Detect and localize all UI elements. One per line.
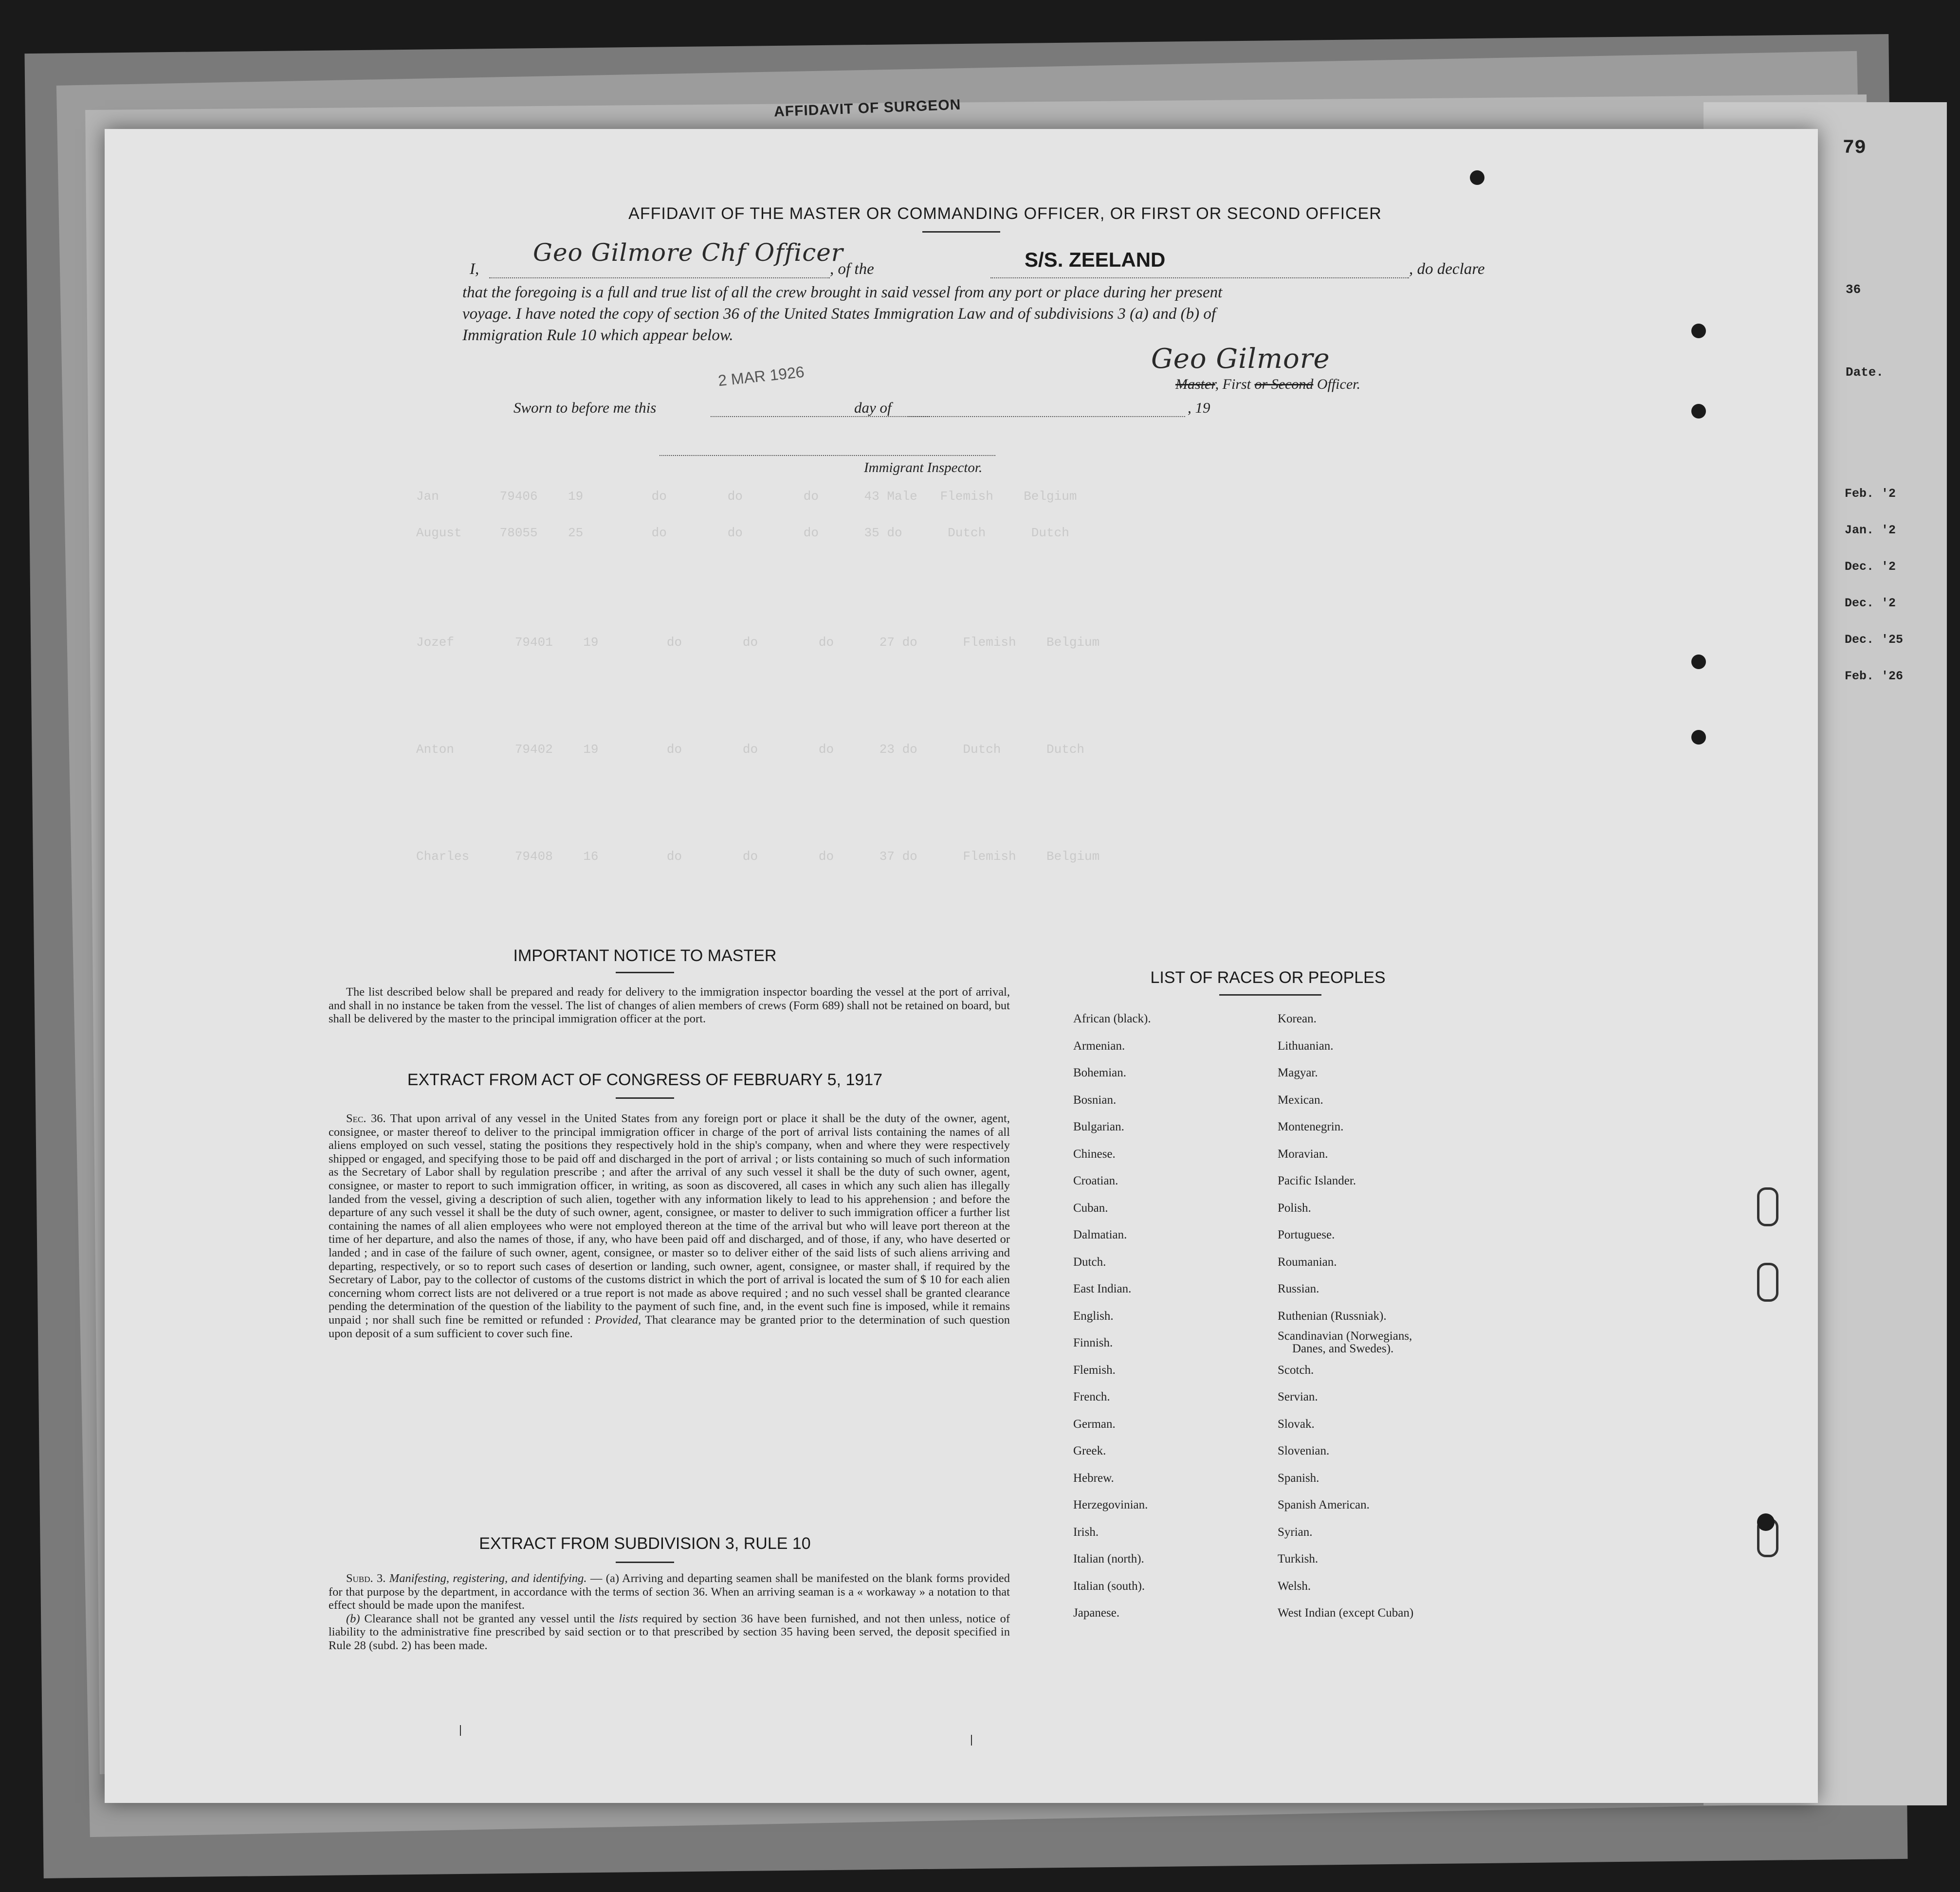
race-item: Japanese. xyxy=(1073,1606,1120,1619)
show-through-text: August 78055 25 do do do 35 do Dutch Dutch xyxy=(416,526,1069,540)
race-item: Italian (south). xyxy=(1073,1579,1145,1593)
race-item: Pacific Islander. xyxy=(1278,1174,1356,1187)
race-item: Magyar. xyxy=(1278,1066,1318,1079)
notice-underline xyxy=(616,972,674,973)
affidavit-sheet xyxy=(105,129,1818,1803)
page-no: 36 xyxy=(1846,282,1861,297)
race-item: Turkish. xyxy=(1278,1552,1319,1565)
declaration-line: Immigration Rule 10 which appear below. xyxy=(462,327,733,344)
rule-heading: EXTRACT FROM SUBDIVISION 3, RULE 10 xyxy=(479,1534,811,1553)
race-item: East Indian. xyxy=(1073,1282,1132,1295)
race-item: Irish. xyxy=(1073,1525,1099,1539)
day-of-label: day of xyxy=(854,399,892,416)
race-item: Syrian. xyxy=(1278,1525,1313,1539)
race-item: Herzegovinian. xyxy=(1073,1498,1148,1511)
margin-mark xyxy=(971,1735,972,1746)
race-item: English. xyxy=(1073,1309,1114,1323)
race-item: Spanish American. xyxy=(1278,1498,1370,1511)
race-item: African (black). xyxy=(1073,1012,1151,1025)
race-item: Chinese. xyxy=(1073,1147,1116,1161)
race-item: Finnish. xyxy=(1073,1336,1113,1349)
race-item: Mexican. xyxy=(1278,1093,1323,1107)
punch-hole xyxy=(1691,730,1706,745)
race-item: French. xyxy=(1073,1390,1110,1403)
race-item: Roumanian. xyxy=(1278,1255,1337,1269)
race-item: Dalmatian. xyxy=(1073,1228,1127,1241)
binder-clip xyxy=(1757,1187,1778,1226)
ship-name: S/S. ZEELAND xyxy=(1025,248,1166,271)
race-item: Portuguese. xyxy=(1278,1228,1335,1241)
race-item: Bohemian. xyxy=(1073,1066,1127,1079)
surgeon-affidavit-title: AFFIDAVIT OF SURGEON xyxy=(773,96,961,120)
race-item: Slovenian. xyxy=(1278,1444,1330,1457)
races-heading: LIST OF RACES OR PEOPLES xyxy=(1150,968,1386,987)
races-underline xyxy=(1219,994,1321,996)
race-item: Bosnian. xyxy=(1073,1093,1117,1107)
race-item: Slovak. xyxy=(1278,1417,1315,1431)
date-stamp: 2 MAR 1926 xyxy=(717,363,806,390)
punch-hole xyxy=(1757,1513,1775,1531)
race-item: Scandinavian (Norwegians, xyxy=(1278,1329,1412,1343)
race-item: German. xyxy=(1073,1417,1116,1431)
punch-hole xyxy=(1691,655,1706,669)
race-item: Hebrew. xyxy=(1073,1471,1114,1485)
race-item: Italian (north). xyxy=(1073,1552,1144,1565)
date-label: Date. xyxy=(1846,365,1884,380)
rule-text: Subd. 3. Manifesting, registering, and identifying. — (a) Arriving and departing seamen shall be manifested on the blank forms provided for that purpose by the department, in accordance with the terms of section 36. When an arriving seaman is a « workaway » a notation to that effect should be made upon the manifest. (b) Clearance shall not be granted any vessel until the lists required by section 36 have been furnished, and not then unless, notice of liability to the administrative fine prescribed by said section or to that prescribed by section 35 having been served, the deposit specified in Rule 28 (subd. 2) has been made. xyxy=(329,1572,1010,1652)
declarant-label: I, xyxy=(470,260,479,278)
race-item: Moravian. xyxy=(1278,1147,1328,1161)
race-item: Servian. xyxy=(1278,1390,1318,1403)
race-item: Montenegrin. xyxy=(1278,1120,1344,1133)
affidavit-title: AFFIDAVIT OF THE MASTER OR COMMANDING OFFICER, OR FIRST OR SECOND OFFICER xyxy=(628,204,1382,223)
page-corner-number: 79 xyxy=(1843,137,1867,159)
act-text: Sec. 36. That upon arrival of any vessel in the United States from any foreign port or place it shall be the duty of the owner, agent, consignee, or master thereof to deliver to the principal immigration officer in charge of the port of arrival lists containing the names of all aliens employed on such vessel, stating the positions they respectively hold in the ship's company, when and where they were respectively shipped or engaged, and specifying those to be paid off and discharged in the port of arrival ; or lists containing so much of such information as the Secretary of Labor shall by regulation prescribe ; and after the arrival of any such vessel it shall be the duty of such owner, agent, consignee, or master to report to such immigration officer, in writing, as soon as discovered, all cases in which any such alien has illegally landed from the vessel, giving a description of such alien, together with any information likely to lead to his apprehension ; and before the departure of any such vessel it shall be the duty of such owner, agent, consignee, or master to deliver to such immigration officer a further list containing the names of all alien employees who were not employed thereon at the time of the arrival but who will leave port thereon at the time of her departure, and also the names of those, if any, who have been paid off and discharged, and of those, if any, who have deserted or landed ; and in case of the failure of such owner, agent, consignee, or master so to deliver either of the said lists of such aliens arriving and departing, respectively, or so to report such cases of desertion or landing, such owner, agent, consignee, or master shall, if required by the Secretary of Labor, pay to the collector of customs of the customs district in which the port of arrival is located the sum of $ 10 for each alien concerning whom correct lists are not delivered or a true report is not made as above required ; and no such vessel shall be granted clearance pending the determination of the question of the liability to the payment of such fine, and, in the event such fine is imposed, while it remains unpaid ; nor shall such fine be remitted or refunded : Provided, That clearance may be granted prior to the determination of such question upon deposit of a sum sufficient to cover such fine. xyxy=(329,1112,1010,1340)
date-entry: Feb. '26 xyxy=(1845,669,1904,683)
date-entry: Feb. '2 xyxy=(1845,487,1896,501)
officer-name-line xyxy=(489,277,830,278)
ship-name-line xyxy=(990,277,1409,278)
month-line xyxy=(908,416,1185,417)
show-through-text: Anton 79402 19 do do do 23 do Dutch Dutch xyxy=(416,742,1085,757)
race-item: Dutch. xyxy=(1073,1255,1106,1269)
race-item: West Indian (except Cuban) xyxy=(1278,1606,1414,1619)
date-entry: Dec. '2 xyxy=(1845,560,1896,574)
race-item: Armenian. xyxy=(1073,1039,1125,1053)
show-through-text: Jozef 79401 19 do do do 27 do Flemish Belgium xyxy=(416,635,1100,650)
show-through-text: Jan 79406 19 do do do 43 Male Flemish Belgium xyxy=(416,489,1077,504)
year-label: , 19 xyxy=(1188,399,1210,416)
act-heading: EXTRACT FROM ACT OF CONGRESS OF FEBRUARY 5, 1917 xyxy=(407,1071,883,1089)
race-item: Ruthenian (Russniak). xyxy=(1278,1309,1387,1323)
show-through-text: Charles 79408 16 do do do 37 do Flemish Belgium xyxy=(416,849,1100,864)
inspector-label: Immigrant Inspector. xyxy=(864,460,983,475)
section-label: Sec. 36. xyxy=(346,1112,386,1125)
race-item: Bulgarian. xyxy=(1073,1120,1124,1133)
race-item: Polish. xyxy=(1278,1201,1311,1215)
race-item: Cuban. xyxy=(1073,1201,1108,1215)
do-declare-label: , do declare xyxy=(1409,260,1485,278)
race-item: Scotch. xyxy=(1278,1363,1314,1377)
notice-text: The list described below shall be prepared and ready for delivery to the immigration inspector boarding the vessel at the port of arrival, and shall in no instance be taken from the vessel. The list of changes of alien members of crews (Form 689) shall not be retained on board, but shall be delivered by the master to the principal immigration officer at the port. xyxy=(329,985,1010,1026)
margin-mark xyxy=(460,1725,461,1736)
date-entry: Dec. '25 xyxy=(1845,633,1904,647)
race-item: Welsh. xyxy=(1278,1579,1311,1593)
date-line xyxy=(711,416,930,417)
race-item: Croatian. xyxy=(1073,1174,1118,1187)
of-the-label: , of the xyxy=(830,260,874,278)
declaration-line: that the foregoing is a full and true list of all the crew brought in said vessel from any port or place during her present xyxy=(462,284,1223,301)
sworn-label: Sworn to before me this xyxy=(513,399,657,416)
race-item: Flemish. xyxy=(1073,1363,1116,1377)
declaration-line: voyage. I have noted the copy of section 36 of the United States Immigration Law and of subdivisions 3 (a) and (b) of xyxy=(462,305,1216,323)
title-underline xyxy=(922,231,1000,233)
race-item: Greek. xyxy=(1073,1444,1106,1457)
race-item-continued: Danes, and Swedes). xyxy=(1292,1342,1394,1355)
date-entry: Dec. '2 xyxy=(1845,596,1896,610)
punch-hole xyxy=(1691,324,1706,338)
race-item: Spanish. xyxy=(1278,1471,1319,1485)
rule-underline xyxy=(616,1562,674,1563)
binder-clip xyxy=(1757,1263,1778,1302)
punch-hole xyxy=(1691,404,1706,418)
act-underline xyxy=(616,1097,674,1099)
inspector-signature-line xyxy=(659,455,995,456)
race-item: Lithuanian. xyxy=(1278,1039,1334,1053)
signature: Geo Gilmore xyxy=(1151,343,1330,375)
notice-heading: IMPORTANT NOTICE TO MASTER xyxy=(513,946,777,965)
officer-name-handwritten: Geo Gilmore Chf Officer xyxy=(533,238,843,267)
punch-hole xyxy=(1470,170,1484,185)
race-item: Russian. xyxy=(1278,1282,1319,1295)
officer-title: Master, First or Second Officer. xyxy=(1175,376,1360,392)
date-entry: Jan. '2 xyxy=(1845,523,1896,537)
race-item: Korean. xyxy=(1278,1012,1317,1025)
